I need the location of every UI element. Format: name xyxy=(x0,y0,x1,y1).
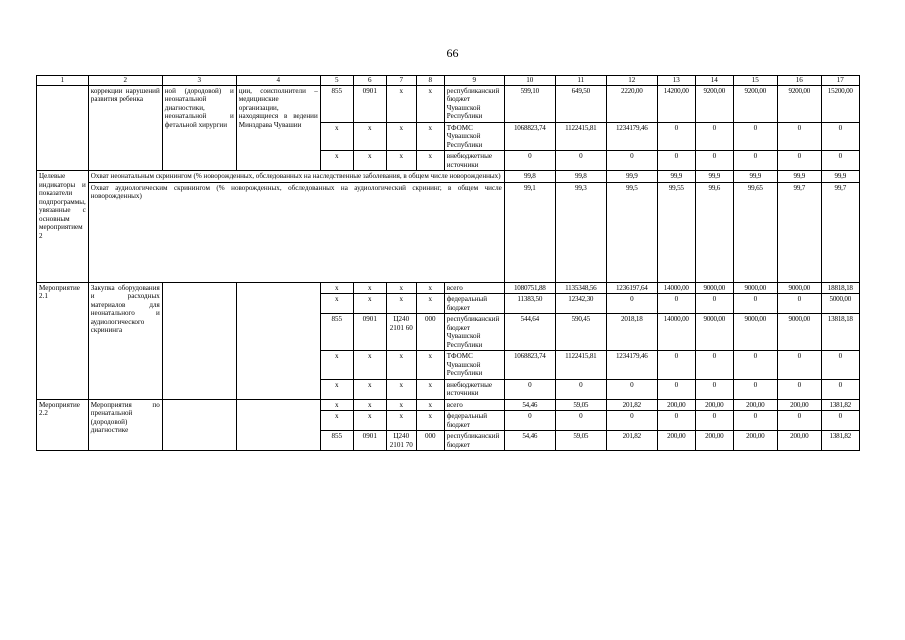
target-article-cell: x xyxy=(386,399,416,411)
value-cell: 201,82 xyxy=(606,431,657,451)
value-cell: 0 xyxy=(657,151,695,171)
value-cell: 0 xyxy=(555,379,606,399)
section-code-cell: 0901 xyxy=(353,314,386,351)
funding-source-cell: внебюджетные источники xyxy=(444,151,504,171)
value-cell: 200,00 xyxy=(733,399,777,411)
indicator-value-cell: 99,9 xyxy=(821,171,859,183)
target-article-cell: x xyxy=(386,351,416,380)
column-number-header: 11 xyxy=(555,76,606,86)
value-cell: 2018,18 xyxy=(606,314,657,351)
value-cell: 0 xyxy=(733,411,777,431)
value-cell: 0 xyxy=(555,151,606,171)
value-cell: 0 xyxy=(504,411,555,431)
funding-source-cell: ТФОМС Чувашской Республики xyxy=(444,351,504,380)
table-row xyxy=(37,399,860,411)
column-number-header: 3 xyxy=(162,76,236,86)
expense-group-cell: 000 xyxy=(416,314,444,351)
grbs-code-cell: x xyxy=(320,351,353,380)
section-code-cell: x xyxy=(353,399,386,411)
value-cell: 1135348,56 xyxy=(555,282,606,294)
value-cell: 200,00 xyxy=(777,431,821,451)
section-code-cell: x xyxy=(353,351,386,380)
indicator-value-cell: 99,9 xyxy=(657,171,695,183)
grbs-code-cell: x xyxy=(320,411,353,431)
section-code-cell: x xyxy=(353,282,386,294)
value-cell: 1122415,81 xyxy=(555,122,606,151)
value-cell: 1381,82 xyxy=(821,431,859,451)
measure-description-cell: Мероприятия по пренатальной (дородовой) диагностике xyxy=(88,399,162,451)
value-cell: 12342,30 xyxy=(555,294,606,314)
indicator-value-cell: 99,8 xyxy=(555,171,606,183)
value-cell: 14000,00 xyxy=(657,282,695,294)
target-article-cell: x xyxy=(386,122,416,151)
page-number: 66 xyxy=(446,46,459,60)
value-cell: 0 xyxy=(504,151,555,171)
expense-group-cell: 000 xyxy=(416,431,444,451)
funding-source-cell: республиканский бюджет Чувашской Республики xyxy=(444,85,504,122)
value-cell: 0 xyxy=(657,411,695,431)
column-number-header: 2 xyxy=(88,76,162,86)
value-cell: 9000,00 xyxy=(733,282,777,294)
value-cell: 0 xyxy=(606,411,657,431)
value-cell: 9200,00 xyxy=(695,85,733,122)
value-cell: 0 xyxy=(733,351,777,380)
value-cell: 1381,82 xyxy=(821,399,859,411)
section-code-cell: x xyxy=(353,379,386,399)
value-cell: 9200,00 xyxy=(733,85,777,122)
value-cell: 9000,00 xyxy=(695,314,733,351)
expense-group-cell: x xyxy=(416,351,444,380)
value-cell: 14000,00 xyxy=(657,314,695,351)
grbs-code-cell: x xyxy=(320,151,353,171)
value-cell: 200,00 xyxy=(777,399,821,411)
indicator-value-cell: 99,6 xyxy=(695,182,733,282)
value-cell: 1234179,46 xyxy=(606,351,657,380)
column-number-header: 15 xyxy=(733,76,777,86)
value-cell: 0 xyxy=(777,294,821,314)
table-row xyxy=(37,85,860,122)
value-cell: 0 xyxy=(657,294,695,314)
value-cell: 0 xyxy=(695,151,733,171)
value-cell: 0 xyxy=(695,351,733,380)
grbs-code-cell: x xyxy=(320,379,353,399)
value-cell: 5000,00 xyxy=(821,294,859,314)
indicator-value-cell: 99,8 xyxy=(504,171,555,183)
value-cell: 0 xyxy=(657,351,695,380)
indicator-row xyxy=(37,182,860,282)
value-cell: 200,00 xyxy=(695,399,733,411)
value-cell: 200,00 xyxy=(695,431,733,451)
measure-empty-cell xyxy=(236,399,320,451)
table-row xyxy=(37,282,860,294)
column-number-header: 16 xyxy=(777,76,821,86)
column-number-header: 14 xyxy=(695,76,733,86)
value-cell: 0 xyxy=(821,351,859,380)
measure-label-cell: Мероприятие 2.1 xyxy=(37,282,89,399)
measure-empty-cell xyxy=(162,282,236,399)
value-cell: 0 xyxy=(821,379,859,399)
column-number-header: 12 xyxy=(606,76,657,86)
funding-source-cell: республиканский бюджет Чувашской Республики xyxy=(444,314,504,351)
expense-group-cell: x xyxy=(416,379,444,399)
value-cell: 18818,18 xyxy=(821,282,859,294)
grbs-code-cell: 855 xyxy=(320,431,353,451)
target-article-cell: Ц240 2101 60 xyxy=(386,314,416,351)
value-cell: 201,82 xyxy=(606,399,657,411)
value-cell: 11383,50 xyxy=(504,294,555,314)
indicator-value-cell: 99,55 xyxy=(657,182,695,282)
value-cell: 0 xyxy=(606,151,657,171)
funding-source-cell: всего xyxy=(444,282,504,294)
target-article-cell: x xyxy=(386,85,416,122)
target-article-cell: x xyxy=(386,151,416,171)
funding-source-cell: ТФОМС Чувашской Республики xyxy=(444,122,504,151)
expense-group-cell: x xyxy=(416,122,444,151)
grbs-code-cell: x xyxy=(320,294,353,314)
measure-empty-cell xyxy=(236,282,320,399)
value-cell: 599,10 xyxy=(504,85,555,122)
expense-group-cell: x xyxy=(416,282,444,294)
expense-group-cell: x xyxy=(416,399,444,411)
grbs-code-cell: 855 xyxy=(320,314,353,351)
value-cell: 0 xyxy=(777,122,821,151)
budget-table xyxy=(36,75,860,451)
value-cell: 0 xyxy=(821,411,859,431)
value-cell: 0 xyxy=(777,411,821,431)
indicators-label-cell: Целевые индикаторы и показатели подпрограммы, увязанные с основным мероприятием 2 xyxy=(37,171,89,283)
activity-description-cell: ной (дородовой) и неонатальной диагностики, неонатальной и фетальной хирургии xyxy=(162,85,236,171)
indicator-value-cell: 99,7 xyxy=(777,182,821,282)
value-cell: 0 xyxy=(504,379,555,399)
indicator-text-cell: Охват аудиологическим скринингом (% новорожденных, обследованных на аудиологический скрининг, в общем числе новорожденных) xyxy=(88,182,504,282)
indicator-row xyxy=(37,171,860,183)
header-row xyxy=(37,76,860,86)
value-cell: 9200,00 xyxy=(777,85,821,122)
value-cell: 0 xyxy=(821,122,859,151)
value-cell: 59,05 xyxy=(555,431,606,451)
activity-name-cell: коррекции нарушений развития ребенка xyxy=(88,85,162,171)
value-cell: 0 xyxy=(821,151,859,171)
value-cell: 544,64 xyxy=(504,314,555,351)
value-cell: 649,50 xyxy=(555,85,606,122)
indicator-value-cell: 99,9 xyxy=(733,171,777,183)
value-cell: 0 xyxy=(733,294,777,314)
value-cell: 0 xyxy=(733,151,777,171)
column-number-header: 7 xyxy=(386,76,416,86)
funding-source-cell: федеральный бюджет xyxy=(444,411,504,431)
target-article-cell: Ц240 2101 70 xyxy=(386,431,416,451)
indicator-value-cell: 99,9 xyxy=(777,171,821,183)
column-number-header: 1 xyxy=(37,76,89,86)
target-article-cell: x xyxy=(386,379,416,399)
column-number-header: 6 xyxy=(353,76,386,86)
value-cell: 1068823,74 xyxy=(504,351,555,380)
indicator-value-cell: 99,5 xyxy=(606,182,657,282)
grbs-code-cell: 855 xyxy=(320,85,353,122)
expense-group-cell: x xyxy=(416,151,444,171)
column-number-header: 10 xyxy=(504,76,555,86)
value-cell: 1236197,64 xyxy=(606,282,657,294)
value-cell: 0 xyxy=(657,122,695,151)
value-cell: 9000,00 xyxy=(733,314,777,351)
column-number-header: 4 xyxy=(236,76,320,86)
funding-source-cell: республиканский бюджет xyxy=(444,431,504,451)
funding-source-cell: федеральный бюджет xyxy=(444,294,504,314)
target-article-cell: x xyxy=(386,282,416,294)
value-cell: 1234179,46 xyxy=(606,122,657,151)
value-cell: 0 xyxy=(606,294,657,314)
value-cell: 9000,00 xyxy=(777,314,821,351)
value-cell: 1068823,74 xyxy=(504,122,555,151)
value-cell: 0 xyxy=(695,411,733,431)
target-article-cell: x xyxy=(386,411,416,431)
value-cell: 0 xyxy=(606,379,657,399)
target-article-cell: x xyxy=(386,294,416,314)
value-cell: 590,45 xyxy=(555,314,606,351)
column-number-header: 9 xyxy=(444,76,504,86)
column-number-header: 17 xyxy=(821,76,859,86)
value-cell: 0 xyxy=(777,379,821,399)
indicator-value-cell: 99,9 xyxy=(606,171,657,183)
section-code-cell: x xyxy=(353,122,386,151)
indicator-value-cell: 99,7 xyxy=(821,182,859,282)
value-cell: 0 xyxy=(733,122,777,151)
section-code-cell: x xyxy=(353,411,386,431)
value-cell: 2220,00 xyxy=(606,85,657,122)
indicator-value-cell: 99,65 xyxy=(733,182,777,282)
value-cell: 0 xyxy=(777,351,821,380)
section-code-cell: x xyxy=(353,294,386,314)
value-cell: 59,05 xyxy=(555,399,606,411)
column-number-header: 13 xyxy=(657,76,695,86)
expense-group-cell: x xyxy=(416,85,444,122)
measure-description-cell: Закупка оборудования и расходных материалов для неонатального и аудиологического скрининга xyxy=(88,282,162,399)
indicator-value-cell: 99,9 xyxy=(695,171,733,183)
value-cell: 200,00 xyxy=(733,431,777,451)
grbs-code-cell: x xyxy=(320,122,353,151)
continuation-label-cell xyxy=(37,85,89,171)
funding-source-cell: внебюджетные источники xyxy=(444,379,504,399)
value-cell: 0 xyxy=(733,379,777,399)
value-cell: 0 xyxy=(555,411,606,431)
section-code-cell: 0901 xyxy=(353,85,386,122)
measure-label-cell: Мероприятие 2.2 xyxy=(37,399,89,451)
value-cell: 13818,18 xyxy=(821,314,859,351)
value-cell: 54,46 xyxy=(504,431,555,451)
column-number-header: 5 xyxy=(320,76,353,86)
grbs-code-cell: x xyxy=(320,282,353,294)
indicator-value-cell: 99,1 xyxy=(504,182,555,282)
expense-group-cell: x xyxy=(416,411,444,431)
indicator-text-cell: Охват неонатальным скринингом (% новорожденных, обследованных на наследственные заболевания, в общем числе новорожденных) xyxy=(88,171,504,183)
value-cell: 0 xyxy=(777,151,821,171)
value-cell: 1122415,81 xyxy=(555,351,606,380)
value-cell: 200,00 xyxy=(657,431,695,451)
value-cell: 1080751,88 xyxy=(504,282,555,294)
indicator-value-cell: 99,3 xyxy=(555,182,606,282)
value-cell: 54,46 xyxy=(504,399,555,411)
value-cell: 200,00 xyxy=(657,399,695,411)
column-number-header: 8 xyxy=(416,76,444,86)
value-cell: 0 xyxy=(695,379,733,399)
value-cell: 14200,00 xyxy=(657,85,695,122)
expense-group-cell: x xyxy=(416,294,444,314)
grbs-code-cell: x xyxy=(320,399,353,411)
value-cell: 0 xyxy=(695,122,733,151)
executor-cell: ции, соисполнители – медицинские организации, находящиеся в ведении Минздрава Чувашии xyxy=(236,85,320,171)
section-code-cell: x xyxy=(353,151,386,171)
value-cell: 15200,00 xyxy=(821,85,859,122)
value-cell: 9000,00 xyxy=(695,282,733,294)
value-cell: 9000,00 xyxy=(777,282,821,294)
funding-source-cell: всего xyxy=(444,399,504,411)
section-code-cell: 0901 xyxy=(353,431,386,451)
value-cell: 0 xyxy=(657,379,695,399)
measure-empty-cell xyxy=(162,399,236,451)
value-cell: 0 xyxy=(695,294,733,314)
